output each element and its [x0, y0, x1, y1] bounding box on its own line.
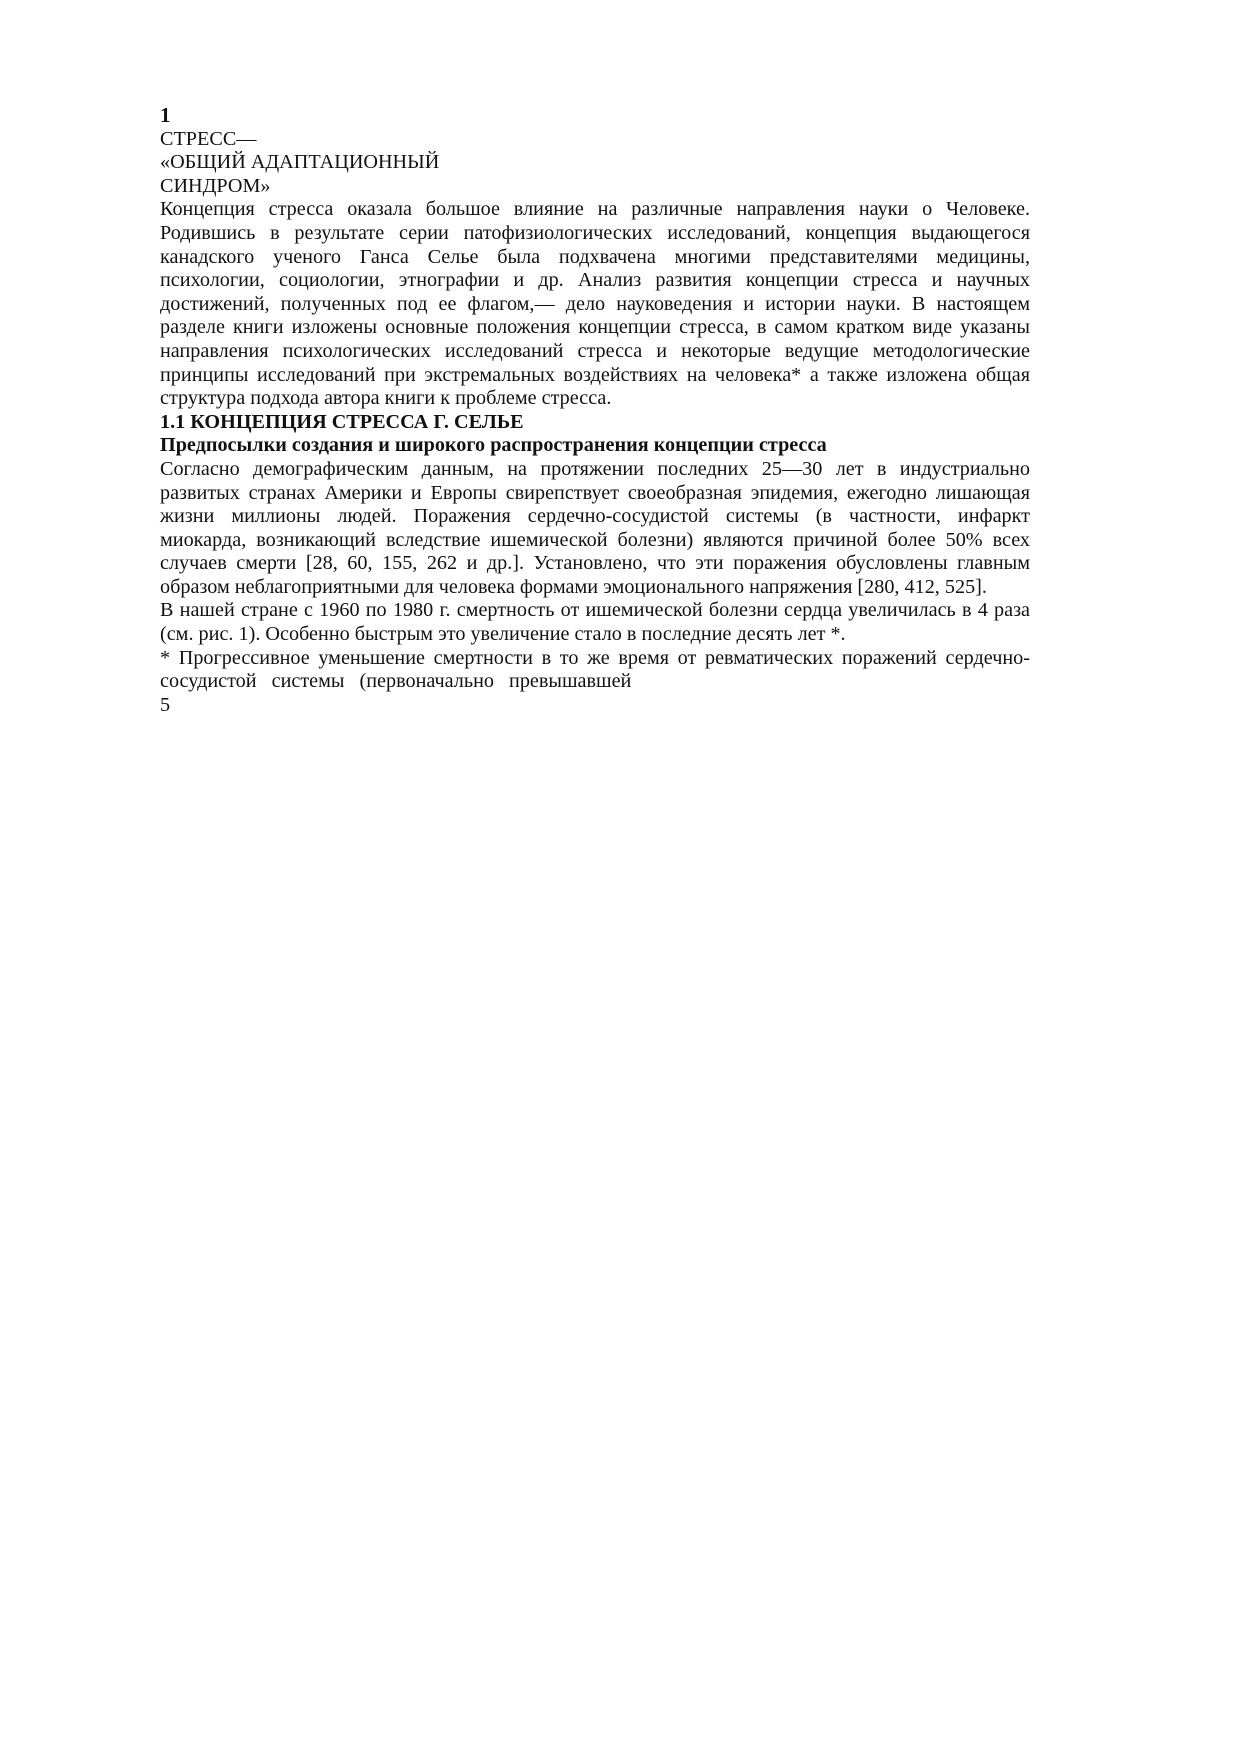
chapter-title-line-2: «ОБЩИЙ АДАПТАЦИОННЫЙ — [160, 151, 440, 174]
text-line: случаев смерти [28, 60, 155, 262 и др.]. Установлено, что эти поражения обусловлены главным — [160, 552, 1030, 575]
text-line: принципы исследований при экстремальных воздействиях на человека* а также изложена общая — [160, 363, 1030, 386]
section-subheading: Предпосылки создания и широкого распространения концепции стресса — [160, 434, 827, 457]
text-line: Концепция стресса оказала большое влияние на различные направления науки о Человеке. — [160, 198, 1030, 221]
section-heading: 1.1 КОНЦЕПЦИЯ СТРЕССА Г. СЕЛЬЕ — [160, 410, 524, 433]
chapter-number: 1 — [160, 103, 171, 127]
text-line: (см. рис. 1). Особенно быстрым это увеличение стало в последние десять лет *. — [160, 623, 846, 646]
text-line: направления психологических исследований стресса и некоторые ведущие методологические — [160, 339, 1030, 362]
footnote-line: сосудистой системы (первоначально превышавшей — [160, 670, 632, 693]
text-line: психологии, социологии, этнографии и др. Анализ развития концепции стресса и научных — [160, 269, 1030, 292]
text-line: структура подхода автора книги к проблеме стресса. — [160, 387, 612, 410]
text-line: Согласно демографическим данным, на протяжении последних 25—30 лет в индустриально — [160, 457, 1030, 480]
text-line: канадского ученого Ганса Селье была подхвачена многими представителями медицины, — [160, 245, 1030, 268]
document-page — [160, 104, 1030, 717]
text-line: образом неблагоприятными для человека формами эмоционального напряжения [280, 412, 525]. — [160, 575, 987, 598]
intro-paragraph — [160, 198, 1030, 410]
text-line: Родившись в результате серии патофизиологических исследований, концепция выдающегося — [160, 221, 1030, 244]
paragraph-mortality — [160, 599, 1030, 646]
chapter-title-line-1: СТРЕСС— — [160, 127, 257, 150]
text-line: достижений, полученных под ее флагом,— дело науковедения и истории науки. В настоящем — [160, 292, 1030, 315]
paragraph-demographics — [160, 458, 1030, 600]
text-line: жизни миллионы людей. Поражения сердечно-сосудистой системы (в частности, инфаркт — [160, 505, 1030, 528]
text-line: миокарда, возникающий вследствие ишемической болезни) являются причиной более 50% всех — [160, 528, 1030, 551]
page-number: 5 — [160, 693, 171, 716]
chapter-title-line-3: СИНДРОМ» — [160, 174, 271, 197]
footnote-line: * Прогрессивное уменьшение смертности в то же время от ревматических поражений сердечно- — [160, 646, 1030, 669]
text-line: развитых странах Америки и Европы свирепствует своеобразная эпидемия, ежегодно лишающая — [160, 481, 1030, 504]
text-line: разделе книги изложены основные положения концепции стресса, в самом кратком виде указаны — [160, 316, 1030, 339]
text-line: В нашей стране с 1960 по 1980 г. смертность от ишемической болезни сердца увеличилась в 4 раза — [160, 599, 1030, 622]
footnote — [160, 647, 1030, 694]
